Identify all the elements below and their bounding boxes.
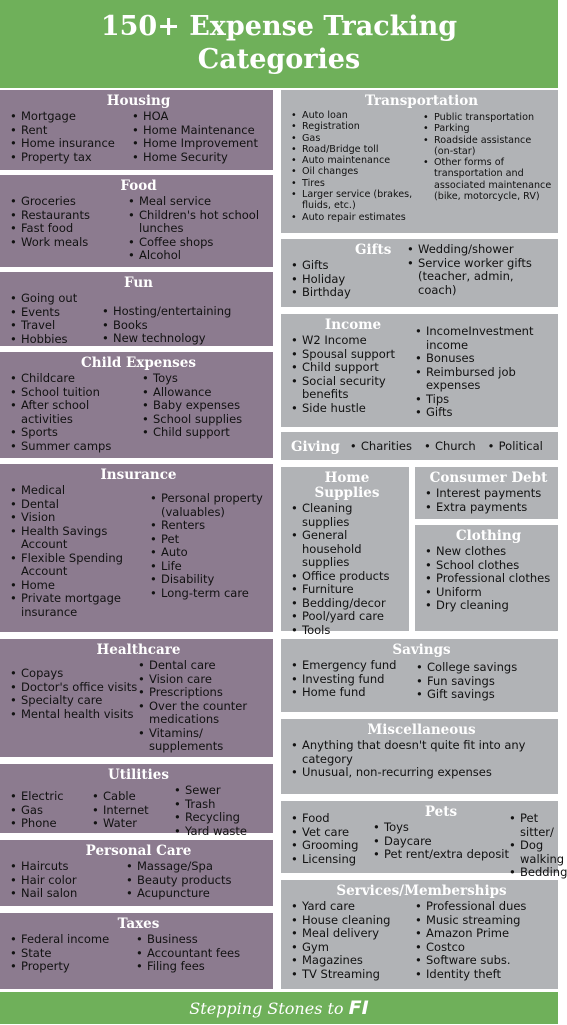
list-item: • Home Maintenance — [132, 124, 267, 138]
list-item: • Other forms of transportation and associated maintenance (bike, motorcycle, RV) — [423, 157, 552, 202]
list-item: • Filing fees — [136, 960, 267, 974]
list-item: • Holiday — [291, 273, 407, 287]
list-item: • Interest payments — [425, 487, 552, 501]
list-item: • Summer camps — [10, 440, 142, 454]
list-item: • Renters — [150, 519, 267, 533]
giving-section — [281, 432, 558, 460]
consumer-debt-section — [415, 467, 558, 519]
list-item: • Childcare — [10, 372, 142, 386]
list-item: • Auto loan — [291, 110, 423, 121]
list-item: • Prescriptions — [138, 686, 267, 700]
insurance-list-2 — [150, 484, 267, 619]
list-item: • Furniture — [291, 583, 403, 597]
list-item: • After school activities — [10, 399, 142, 426]
healthcare-title: Healthcare — [96, 642, 181, 658]
child-expenses-list-1 — [10, 372, 142, 453]
list-item: • Registration — [291, 121, 423, 132]
list-item: • Office products — [291, 570, 403, 584]
list-item: • Internet — [92, 804, 174, 818]
list-item: • Baby expenses — [142, 399, 267, 413]
list-item: • Birthday — [291, 286, 407, 300]
list-item: • Toys — [373, 821, 509, 835]
savings-list-2 — [416, 659, 552, 702]
list-item: • IncomeInvestment income — [415, 325, 552, 352]
consumer-debt-title: Consumer Debt — [429, 470, 548, 486]
personal-care-list-1 — [10, 860, 126, 901]
list-item: • Work meals — [10, 236, 128, 250]
list-item: • Amazon Prime — [415, 927, 552, 941]
savings-section — [281, 639, 558, 712]
list-item: • Travel — [10, 319, 102, 333]
list-item: • Road/Bridge toll — [291, 144, 423, 155]
list-item: • State — [10, 947, 136, 961]
list-item: • Pet rent/extra deposit — [373, 848, 509, 862]
list-item: • School supplies — [142, 413, 267, 427]
list-item: • Identity theft — [415, 968, 552, 982]
housing-list-1 — [10, 110, 132, 164]
list-item: • Home fund — [291, 686, 416, 700]
gifts-list-2 — [407, 243, 552, 300]
list-item: • Vet care — [291, 826, 373, 840]
list-item: • Long-term care — [150, 587, 267, 601]
services-memberships-title: Services/Memberships — [336, 883, 507, 899]
list-item: • Grooming — [291, 839, 373, 853]
services-list-1 — [291, 900, 415, 981]
list-item: • Specialty care — [10, 694, 138, 708]
list-item: • Meal service — [128, 195, 267, 209]
food-section — [0, 175, 273, 267]
list-item: • Alcohol — [128, 249, 267, 263]
list-item: • Yard care — [291, 900, 415, 914]
list-item: • Home — [10, 579, 150, 593]
footer-brand-fi: FI — [348, 997, 369, 1019]
giving-title: Giving — [291, 438, 340, 455]
list-item: • Toys — [142, 372, 267, 386]
fun-list-1 — [10, 292, 102, 346]
list-item: • Spousal support — [291, 348, 415, 362]
personal-care-list-2 — [126, 860, 267, 901]
list-item: • Food — [291, 812, 373, 826]
income-title: Income — [324, 317, 382, 333]
list-item: • Fast food — [10, 222, 128, 236]
list-item: • Child support — [142, 426, 267, 440]
list-item: • Gifts — [415, 406, 552, 420]
list-item: • Gas — [291, 133, 423, 144]
list-item: • Tips — [415, 393, 552, 407]
list-item: • Reimbursed job expenses — [415, 366, 552, 393]
list-item: • Pet — [150, 533, 267, 547]
list-item: • Gifts — [291, 259, 407, 273]
list-item: • Health Savings Account — [10, 525, 150, 552]
list-item: • Emergency fund — [291, 659, 416, 673]
taxes-title: Taxes — [117, 916, 160, 932]
list-item: • Licensing — [291, 853, 373, 867]
list-item: • General household supplies — [291, 529, 403, 570]
food-list-1 — [10, 195, 128, 263]
personal-care-title: Personal Care — [85, 843, 192, 859]
list-item: • School tuition — [10, 386, 142, 400]
list-item: • Water — [92, 817, 174, 831]
savings-title: Savings — [392, 642, 451, 658]
title-line-1: 150+ Expense Tracking — [100, 11, 458, 42]
miscellaneous-list — [291, 739, 552, 780]
list-item: • Over the counter medications — [138, 700, 267, 727]
list-item: • Medical — [10, 484, 150, 498]
list-item: • Vision — [10, 511, 150, 525]
list-item: • Oil changes — [291, 166, 423, 177]
list-item: • Auto maintenance — [291, 155, 423, 166]
healthcare-section — [0, 639, 273, 757]
child-expenses-section — [0, 352, 273, 458]
pets-section — [281, 801, 567, 879]
list-item: • Electric — [10, 790, 92, 804]
healthcare-list-2 — [138, 659, 267, 754]
list-item: • W2 Income — [291, 334, 415, 348]
list-item: • Service worker gifts (teacher, admin, coach) — [407, 257, 552, 298]
list-item: • Costco — [415, 941, 552, 955]
list-item: • Social security benefits — [291, 375, 415, 402]
utilities-list-2 — [92, 784, 174, 838]
list-item: • Fun savings — [416, 675, 552, 689]
list-item: • Beauty products — [126, 874, 267, 888]
consumer-debt-list — [425, 487, 552, 514]
home-supplies-section — [281, 467, 409, 637]
utilities-section — [0, 764, 273, 838]
list-item: • Home Security — [132, 151, 267, 165]
list-item: • Yard waste — [174, 825, 267, 839]
list-item: • Music streaming — [415, 914, 552, 928]
list-item: • Hobbies — [10, 333, 102, 347]
utilities-title: Utilities — [108, 767, 169, 783]
list-item: • Gas — [10, 804, 92, 818]
healthcare-list-1 — [10, 659, 138, 754]
food-title: Food — [120, 178, 157, 194]
savings-list-1 — [291, 659, 416, 702]
list-item: • Children's hot school lunches — [128, 209, 267, 236]
taxes-list-1 — [10, 933, 136, 974]
list-item: • Cleaning supplies — [291, 502, 403, 529]
list-item: • Charities — [350, 440, 412, 454]
list-item: • College savings — [416, 661, 552, 675]
clothing-section — [415, 525, 558, 631]
housing-list-2 — [132, 110, 267, 164]
list-item: • Private mortgage insurance — [10, 592, 150, 619]
list-item: • Restaurants — [10, 209, 128, 223]
list-item: • Pet sitter/ — [509, 812, 567, 839]
insurance-list-1 — [10, 484, 150, 619]
services-list-2 — [415, 900, 552, 981]
list-item: • Bedding/decor — [291, 597, 403, 611]
list-item: • Bonuses — [415, 352, 552, 366]
home-supplies-list — [291, 502, 403, 637]
list-item: • Meal delivery — [291, 927, 415, 941]
utilities-list-3 — [174, 784, 267, 838]
list-item: • House cleaning — [291, 914, 415, 928]
list-item: • Vitamins/ supplements — [138, 727, 267, 754]
list-item: • Daycare — [373, 835, 509, 849]
insurance-title: Insurance — [100, 467, 177, 483]
list-item: • School clothes — [425, 559, 552, 573]
list-item: • Events — [10, 306, 102, 320]
insurance-section — [0, 464, 273, 632]
title-line-2: Categories — [197, 44, 361, 75]
list-item: • Auto — [150, 546, 267, 560]
miscellaneous-title: Miscellaneous — [367, 722, 476, 738]
list-item: • Business — [136, 933, 267, 947]
list-item: • Cable — [92, 790, 174, 804]
list-item: • Flexible Spending Account — [10, 552, 150, 579]
income-list-2 — [415, 318, 552, 420]
list-item: • Gift savings — [416, 688, 552, 702]
list-item: • Software subs. — [415, 954, 552, 968]
list-item: • Dental — [10, 498, 150, 512]
list-item: • Books — [102, 319, 267, 333]
food-list-2 — [128, 195, 267, 263]
list-item: • Side hustle — [291, 402, 415, 416]
pets-list-3 — [509, 805, 567, 880]
list-item: • Church — [424, 440, 476, 454]
list-item: • Public transportation — [423, 112, 552, 123]
list-item: • Doctor's office visits — [10, 681, 138, 695]
list-item: • Accountant fees — [136, 947, 267, 961]
list-item: • Mortgage — [10, 110, 132, 124]
fun-title: Fun — [124, 275, 153, 291]
list-item: • Tools — [291, 624, 403, 638]
list-item: • Federal income — [10, 933, 136, 947]
miscellaneous-section — [281, 719, 558, 794]
list-item: • Bedding — [509, 866, 567, 880]
list-item: • Larger service (brakes, fluids, etc.) — [291, 189, 423, 212]
fun-section — [0, 272, 273, 346]
list-item: • Child support — [291, 361, 415, 375]
income-list-1 — [291, 334, 415, 415]
clothing-title: Clothing — [455, 528, 522, 544]
list-item: • Professional clothes — [425, 572, 552, 586]
list-item: • Allowance — [142, 386, 267, 400]
list-item: • Mental health visits — [10, 708, 138, 722]
list-item: • Nail salon — [10, 887, 126, 901]
taxes-section — [0, 913, 273, 989]
footer-brand-text: Stepping Stones to — [189, 999, 344, 1018]
giving-list — [350, 440, 543, 454]
list-item: • Groceries — [10, 195, 128, 209]
pets-list-1 — [291, 805, 373, 880]
utilities-list-1 — [10, 784, 92, 838]
list-item: • New clothes — [425, 545, 552, 559]
list-item: • Extra payments — [425, 501, 552, 515]
footer-brand — [0, 992, 558, 1024]
personal-care-section — [0, 840, 273, 906]
page-title — [0, 0, 558, 76]
list-item: • HOA — [132, 110, 267, 124]
list-item: • Magazines — [291, 954, 415, 968]
pets-title: Pets — [424, 804, 458, 820]
list-item: • Roadside assistance (on-star) — [423, 135, 552, 158]
gifts-section — [281, 239, 558, 307]
clothing-list — [425, 545, 552, 613]
list-item: • Political — [488, 440, 543, 454]
list-item: • Unusual, non-recurring expenses — [291, 766, 552, 780]
list-item: • Massage/Spa — [126, 860, 267, 874]
housing-title: Housing — [106, 93, 171, 109]
child-expenses-title: Child Expenses — [81, 355, 196, 371]
gifts-list-1 — [291, 259, 407, 300]
list-item: • Dog walking — [509, 839, 567, 866]
housing-section — [0, 90, 273, 170]
list-item: • Hair color — [10, 874, 126, 888]
transportation-title: Transportation — [364, 93, 479, 109]
list-item: • Property tax — [10, 151, 132, 165]
list-item: • Life — [150, 560, 267, 574]
list-item: • Property — [10, 960, 136, 974]
list-item: • TV Streaming — [291, 968, 415, 982]
list-item: • Tires — [291, 178, 423, 189]
list-item: • Coffee shops — [128, 236, 267, 250]
list-item: • Going out — [10, 292, 102, 306]
list-item: • Wedding/shower — [407, 243, 552, 257]
list-item: • Gym — [291, 941, 415, 955]
list-item: • Investing fund — [291, 673, 416, 687]
home-supplies-title: Home Supplies — [314, 470, 380, 501]
pets-list-2 — [373, 821, 509, 862]
list-item: • Sports — [10, 426, 142, 440]
header-banner — [0, 0, 558, 88]
services-memberships-section — [281, 880, 558, 989]
list-item: • Acupuncture — [126, 887, 267, 901]
list-item: • Personal property (valuables) — [150, 492, 267, 519]
list-item: • New technology — [102, 332, 267, 346]
list-item: • Recycling — [174, 811, 267, 825]
income-section — [281, 314, 558, 427]
list-item: • Auto repair estimates — [291, 212, 423, 223]
list-item: • Vision care — [138, 673, 267, 687]
list-item: • Parking — [423, 123, 552, 134]
list-item: • Professional dues — [415, 900, 552, 914]
list-item: • Rent — [10, 124, 132, 138]
child-expenses-list-2 — [142, 372, 267, 453]
list-item: • Anything that doesn't quite fit into any category — [291, 739, 552, 766]
transportation-list-2 — [423, 110, 552, 223]
taxes-list-2 — [136, 933, 267, 974]
list-item: • Disability — [150, 573, 267, 587]
list-item: • Dental care — [138, 659, 267, 673]
fun-list-2 — [102, 292, 267, 346]
list-item: • Dry cleaning — [425, 599, 552, 613]
list-item: • Home insurance — [10, 137, 132, 151]
transportation-section — [281, 90, 558, 233]
list-item: • Pool/yard care — [291, 610, 403, 624]
list-item: • Phone — [10, 817, 92, 831]
gifts-title: Gifts — [355, 242, 392, 258]
list-item: • Uniform — [425, 586, 552, 600]
list-item: • Sewer — [174, 784, 267, 798]
list-item: • Trash — [174, 798, 267, 812]
list-item: • Haircuts — [10, 860, 126, 874]
transportation-list-1 — [291, 110, 423, 223]
list-item: • Home Improvement — [132, 137, 267, 151]
list-item: • Copays — [10, 667, 138, 681]
list-item: • Hosting/entertaining — [102, 305, 267, 319]
